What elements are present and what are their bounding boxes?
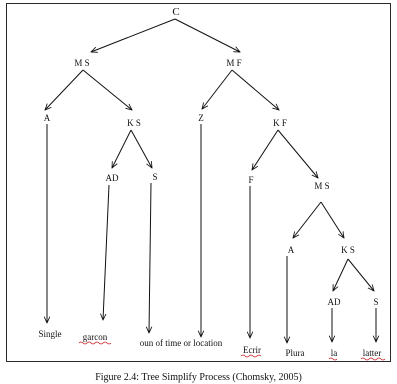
node-ms: M S [74, 58, 90, 68]
node-f: F [248, 175, 254, 185]
node-c: C [172, 6, 180, 18]
edge-ad-garcon [103, 185, 109, 320]
garcon-underline [79, 342, 111, 344]
node-a: A [43, 113, 51, 123]
leaf-latter: latter [362, 348, 382, 358]
edge-ks-s [131, 130, 152, 168]
node-kf: K F [273, 118, 287, 128]
edge-kf-ms2 [278, 130, 318, 178]
leaf-noun-time-location: oun of time or location [139, 338, 223, 348]
edge-kf-f [252, 130, 278, 170]
edge-mf-z [202, 70, 232, 109]
edge-ms-a [45, 70, 83, 110]
la-underline [329, 358, 337, 360]
node-ad2: AD [327, 297, 341, 307]
latter-underline [361, 358, 385, 360]
edge-ms2-ks2 [321, 202, 344, 238]
tree-leaves [38, 329, 385, 360]
node-a2: A [287, 245, 295, 255]
node-ks2: K S [341, 245, 355, 255]
leaf-garcon: garcon [82, 332, 108, 342]
node-z: Z [198, 113, 204, 123]
edge-ms-ks [83, 70, 132, 110]
ecrir-underline [241, 355, 261, 357]
leaf-la: la [330, 348, 338, 358]
leaf-plura: Plura [285, 348, 305, 358]
node-mf: M F [226, 58, 242, 68]
node-ad: AD [105, 173, 119, 183]
edge-ks2-ad2 [333, 259, 348, 291]
edge-c-mf [175, 19, 240, 52]
node-s: S [152, 172, 158, 182]
node-ks: K S [127, 118, 141, 128]
edge-mf-kf [232, 70, 279, 110]
leaf-ecrir: Ecrir [243, 345, 261, 355]
edge-ks2-s2 [348, 259, 374, 291]
edge-ms2-a2 [293, 202, 321, 238]
node-s2: S [373, 297, 379, 307]
node-ms2: M S [314, 181, 330, 191]
edge-ks-ad [112, 130, 131, 168]
leaf-single: Single [38, 329, 62, 339]
edge-s-noun [149, 183, 151, 333]
figure-caption: Figure 2.4: Tree Simplify Process (Chomsky, 2005) [95, 372, 302, 383]
edge-c-ms [91, 19, 175, 52]
